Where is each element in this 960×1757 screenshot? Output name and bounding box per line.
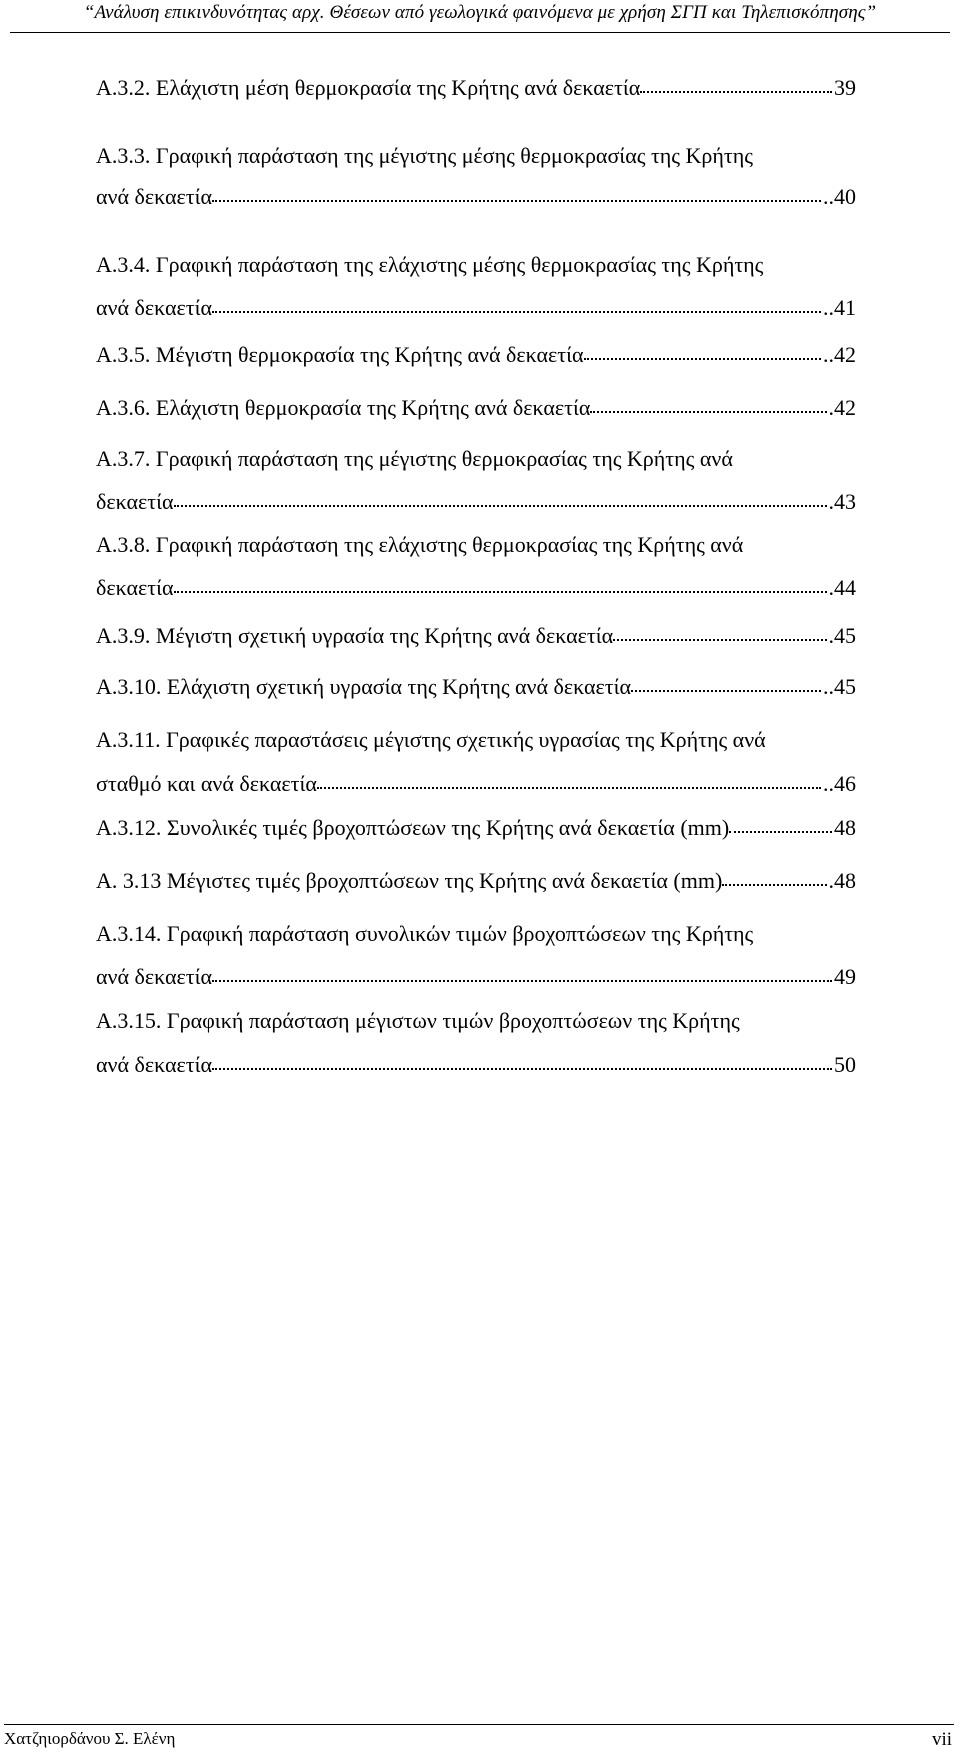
toc-page-number: .44	[828, 575, 856, 600]
toc-line	[96, 619, 856, 653]
toc-line	[96, 670, 856, 704]
toc-page-number: ..40	[823, 184, 856, 209]
toc-page-number: ..46	[823, 771, 856, 796]
header-rule	[10, 32, 950, 33]
toc-entry-text: δεκαετία	[96, 575, 174, 600]
dot-leader	[631, 670, 823, 700]
toc-entry-text: ανά δεκαετία	[96, 295, 213, 320]
toc-entry-text: ανά δεκαετία	[96, 964, 213, 989]
toc-line	[96, 442, 856, 476]
toc-entry-text: Α.3.4. Γραφική παράσταση της ελάχιστης μέσης θερμοκρασίας της Κρήτης	[96, 252, 764, 277]
dot-leader	[729, 811, 834, 841]
toc-entry-text: Α. 3.13 Μέγιστες τιμές βροχοπτώσεων της Κρήτης ανά δεκαετία (mm)	[96, 868, 723, 893]
toc-page-number: ..41	[823, 295, 856, 320]
dot-leader	[584, 338, 823, 368]
toc-line	[96, 917, 856, 951]
toc-page-number: .48	[828, 868, 856, 893]
dot-leader	[590, 391, 828, 421]
toc-line	[96, 1048, 856, 1082]
toc-page-number: .45	[828, 623, 856, 648]
toc-page-number: 50	[834, 1052, 856, 1077]
toc-page-number: ..42	[823, 342, 856, 367]
dot-leader	[722, 864, 828, 894]
toc-line	[96, 528, 856, 562]
toc-page-number: .43	[828, 489, 856, 514]
toc-page-number: 49	[834, 964, 856, 989]
toc-line	[96, 960, 856, 994]
toc-entry-text: Α.3.9. Μέγιστη σχετική υγρασία της Κρήτης ανά δεκαετία	[96, 623, 614, 648]
toc-entry-text: Α.3.3. Γραφική παράσταση της μέγιστης μέσης θερμοκρασίας της Κρήτης	[96, 143, 753, 168]
toc-line	[96, 139, 856, 173]
dot-leader	[174, 485, 829, 515]
toc-line	[96, 811, 856, 845]
dot-leader	[212, 1048, 834, 1078]
toc-line	[96, 485, 856, 519]
toc-entry-text: Α.3.10. Ελάχιστη σχετική υγρασία της Κρήτης ανά δεκαετία	[96, 674, 632, 699]
toc-line	[96, 864, 856, 898]
toc-line	[96, 723, 856, 757]
footer-page-number: vii	[931, 1729, 952, 1750]
toc-entry-text: σταθμό και ανά δεκαετία	[96, 771, 317, 796]
toc-entry-text: Α.3.15. Γραφική παράσταση μέγιστων τιμών βροχοπτώσεων της Κρήτης	[96, 1008, 740, 1033]
toc-line	[96, 1004, 856, 1038]
toc-entry-text: ανά δεκαετία	[96, 184, 213, 209]
toc-entry-text: Α.3.8. Γραφική παράσταση της ελάχιστης θερμοκρασίας της Κρήτης ανά	[96, 532, 744, 557]
toc-entry-text: ανά δεκαετία	[96, 1052, 213, 1077]
toc-line	[96, 767, 856, 801]
toc-line	[96, 248, 856, 282]
dot-leader	[212, 960, 834, 990]
toc-line	[96, 338, 856, 372]
dot-leader	[212, 180, 823, 210]
toc-entry-text: δεκαετία	[96, 489, 174, 514]
toc-entry-text: Α.3.6. Ελάχιστη θερμοκρασία της Κρήτης ανά δεκαετία	[96, 395, 591, 420]
toc-page-number: ..45	[823, 674, 856, 699]
toc-entry-text: Α.3.5. Μέγιστη θερμοκρασία της Κρήτης ανά δεκαετία	[96, 342, 584, 367]
dot-leader	[174, 571, 829, 601]
toc-page-number: 48	[834, 815, 856, 840]
dot-leader	[613, 619, 828, 649]
toc-line	[96, 291, 856, 325]
toc-entry-text: Α.3.14. Γραφική παράσταση συνολικών τιμών βροχοπτώσεων της Κρήτης	[96, 921, 754, 946]
dot-leader	[640, 71, 834, 101]
toc-line	[96, 391, 856, 425]
toc-page-number: 39	[834, 75, 856, 100]
toc-entry-text: Α.3.11. Γραφικές παραστάσεις μέγιστης σχετικής υγρασίας της Κρήτης ανά	[96, 727, 766, 752]
footer-rule	[4, 1724, 954, 1725]
toc-line	[96, 71, 856, 105]
footer-author: Χατζηιορδάνου Σ. Ελένη	[4, 1729, 176, 1748]
toc-page-number: .42	[828, 395, 856, 420]
toc-entry-text: Α.3.2. Ελάχιστη μέση θερμοκρασία της Κρήτης ανά δεκαετία	[96, 75, 641, 100]
toc-entry-text: Α.3.7. Γραφική παράσταση της μέγιστης θερμοκρασίας της Κρήτης ανά	[96, 446, 733, 471]
toc-line	[96, 571, 856, 605]
toc-entry-text: Α.3.12. Συνολικές τιμές βροχοπτώσεων της Κρήτης ανά δεκαετία (mm)	[96, 815, 730, 840]
running-header: “Ανάλυση επικινδυνότητας αρχ. Θέσεων από γεωλογικά φαινόμενα με χρήση ΣΓΠ και Τηλεπισκόπησης”	[83, 2, 877, 23]
dot-leader	[212, 291, 823, 321]
toc-line	[96, 180, 856, 214]
dot-leader	[317, 767, 823, 797]
